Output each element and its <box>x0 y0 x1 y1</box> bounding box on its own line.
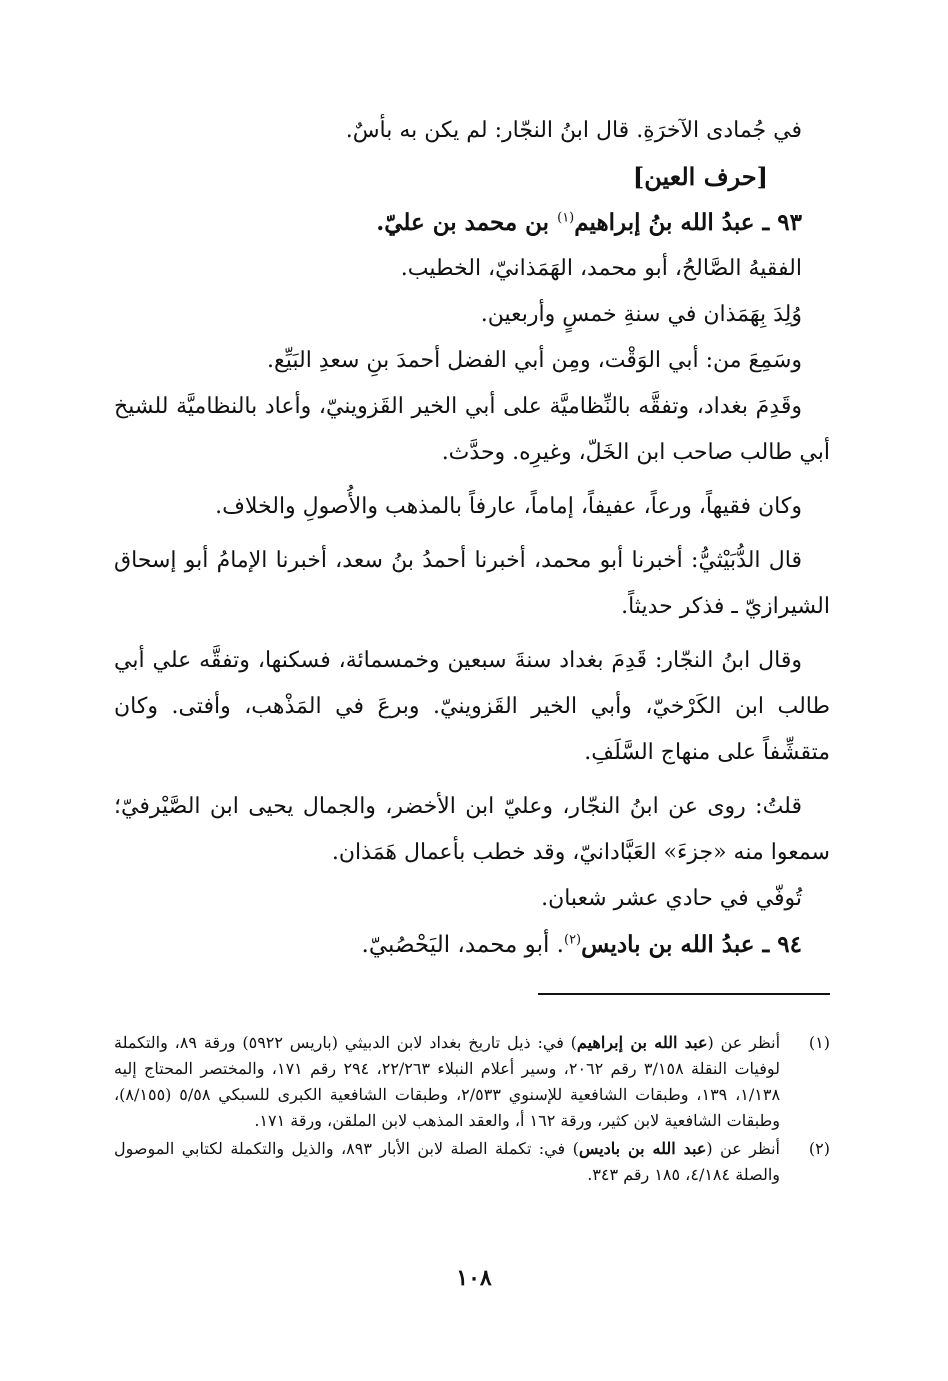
entry-93-name: عبدُ الله بنُ إبراهيم <box>574 209 755 236</box>
footnote-2-prefix: أنظر عن ( <box>706 1139 780 1158</box>
footnotes <box>114 1030 830 1190</box>
footnote-1-mark: (١) <box>808 1033 830 1052</box>
entry-94-number: ٩٤ ـ <box>762 931 802 958</box>
opening-line: في جُمادى الآخرَةِ. قال ابنُ النجّار: لم يكن به بأسٌ. <box>345 118 802 143</box>
footnote-separator <box>538 993 830 995</box>
entry-94-name: عبدُ الله بن باديس <box>581 931 755 958</box>
entry-93-title <box>114 200 830 246</box>
footnote-1-bold: عبد الله بن إبراهيم <box>576 1033 708 1052</box>
footnote-1-text <box>114 1030 780 1134</box>
footnote-2-body: ) في: تكملة الصلة لابن الأبار ٨٩٣، والذيل والتكملة لكتابي الموصول والصلة ٤/١٨٤، ١٨٥ رقم ٣٤٣. <box>114 1139 780 1184</box>
footnote-2-mark: (٢) <box>808 1139 830 1158</box>
footnote-2-bold: عبد الله بن باديس <box>578 1139 707 1158</box>
footnote-2 <box>114 1136 830 1188</box>
page-number: ١٠٨ <box>456 1265 492 1291</box>
footnote-ref-1: (١) <box>557 210 575 226</box>
footnote-2-text <box>114 1136 780 1188</box>
entry-93-line-4: وقَدِمَ بغداد، وتفقَّه بالنِّظاميَّة على أبي الخير القَزوينيّ، وأعاد بالنظاميَّة للشيخ أبي طالب صاحب ابن الخَلّ، وغيرِه. وحدَّث. <box>114 394 830 465</box>
section-heading: [حرف العين] <box>632 162 768 191</box>
footnote-ref-2: (٢) <box>563 932 582 948</box>
entry-94-title <box>114 922 830 968</box>
entry-93-line-1: الفقيهُ الصَّالحُ، أبو محمد، الهَمَذانيّ، الخطيب. <box>400 256 802 281</box>
footnote-1-prefix: أنظر عن ( <box>707 1033 781 1052</box>
entry-93-line-3: وسَمِعَ من: أبي الوَقْت، ومِن أبي الفضل أحمدَ بنِ سعدِ البَيِّع. <box>267 348 802 373</box>
footnote-1-body: ) في: ذيل تاريخ بغداد لابن الدبيثي (باريس ٥٩٢٢) ورقة ٨٩، والتكملة لوفيات النقلة ٣/١٥٨ رقم ٢٠٦٢، وسير أعلام النبلاء ٢٢/٢٦٣، ٢٩٤ رقم ١٧١، والمختصر المحتاج إليه ١/١٣٨، ١٣٩، وطبقات الشافعية للإسنوي ٢/٥٣٣، وطبقات الشافعية الكبرى للسبكي ٥/٥٨ (٨/١٥٥)، وطبقات الشافعية لابن كثير، ورقة ١٦٢ أ، والعقد المذهب لابن الملقن، ورقة ١٧١. <box>114 1033 781 1130</box>
entry-94-rest: . أبو محمد، اليَحْصُبيّ. <box>361 932 564 958</box>
entry-93-name-rest: بن محمد بن عليّ. <box>376 209 550 236</box>
entry-93-number: ٩٣ ـ <box>762 209 802 236</box>
entry-93-line-9: تُوفّي في حادي عشر شعبان. <box>541 886 802 911</box>
entry-93-line-6: قال الدُّبَيْثيُّ: أخبرنا أبو محمد، أخبرنا أحمدُ بنُ سعد، أخبرنا الإمامُ أبو إسحاق الشيرازيّ ـ فذكر حديثاً. <box>114 548 830 619</box>
entry-93-line-7: وقال ابنُ النجّار: قَدِمَ بغداد سنةَ سبعين وخمسمائة، فسكنها، وتفقَّه علي أبي طالب ابن الكَرْخيّ، وأبي الخير القَزوينيّ. وبرعَ في المَذْهب، وأفتى. وكان متقشِّفاً على منهاج السَّلَفِ. <box>114 648 830 765</box>
footnote-1 <box>114 1030 830 1134</box>
entry-93-line-8: قلتُ: روى عن ابنُ النجّار، وعليّ ابن الأخضر، والجمال يحيى ابن الصَّيْرفيّ؛ سمعوا منه «جزءَ» العَبَّادانيّ، وقد خطب بأعمال هَمَذان. <box>114 794 830 865</box>
main-text <box>114 108 830 968</box>
entry-93-line-5: وكان فقيهاً، ورعاً، عفيفاً، إماماً، عارفاً بالمذهب والأُصولِ والخلاف. <box>215 494 802 519</box>
entry-93-line-2: وُلِدَ بِهَمَذان في سنةِ خمسٍ وأربعين. <box>480 302 802 327</box>
